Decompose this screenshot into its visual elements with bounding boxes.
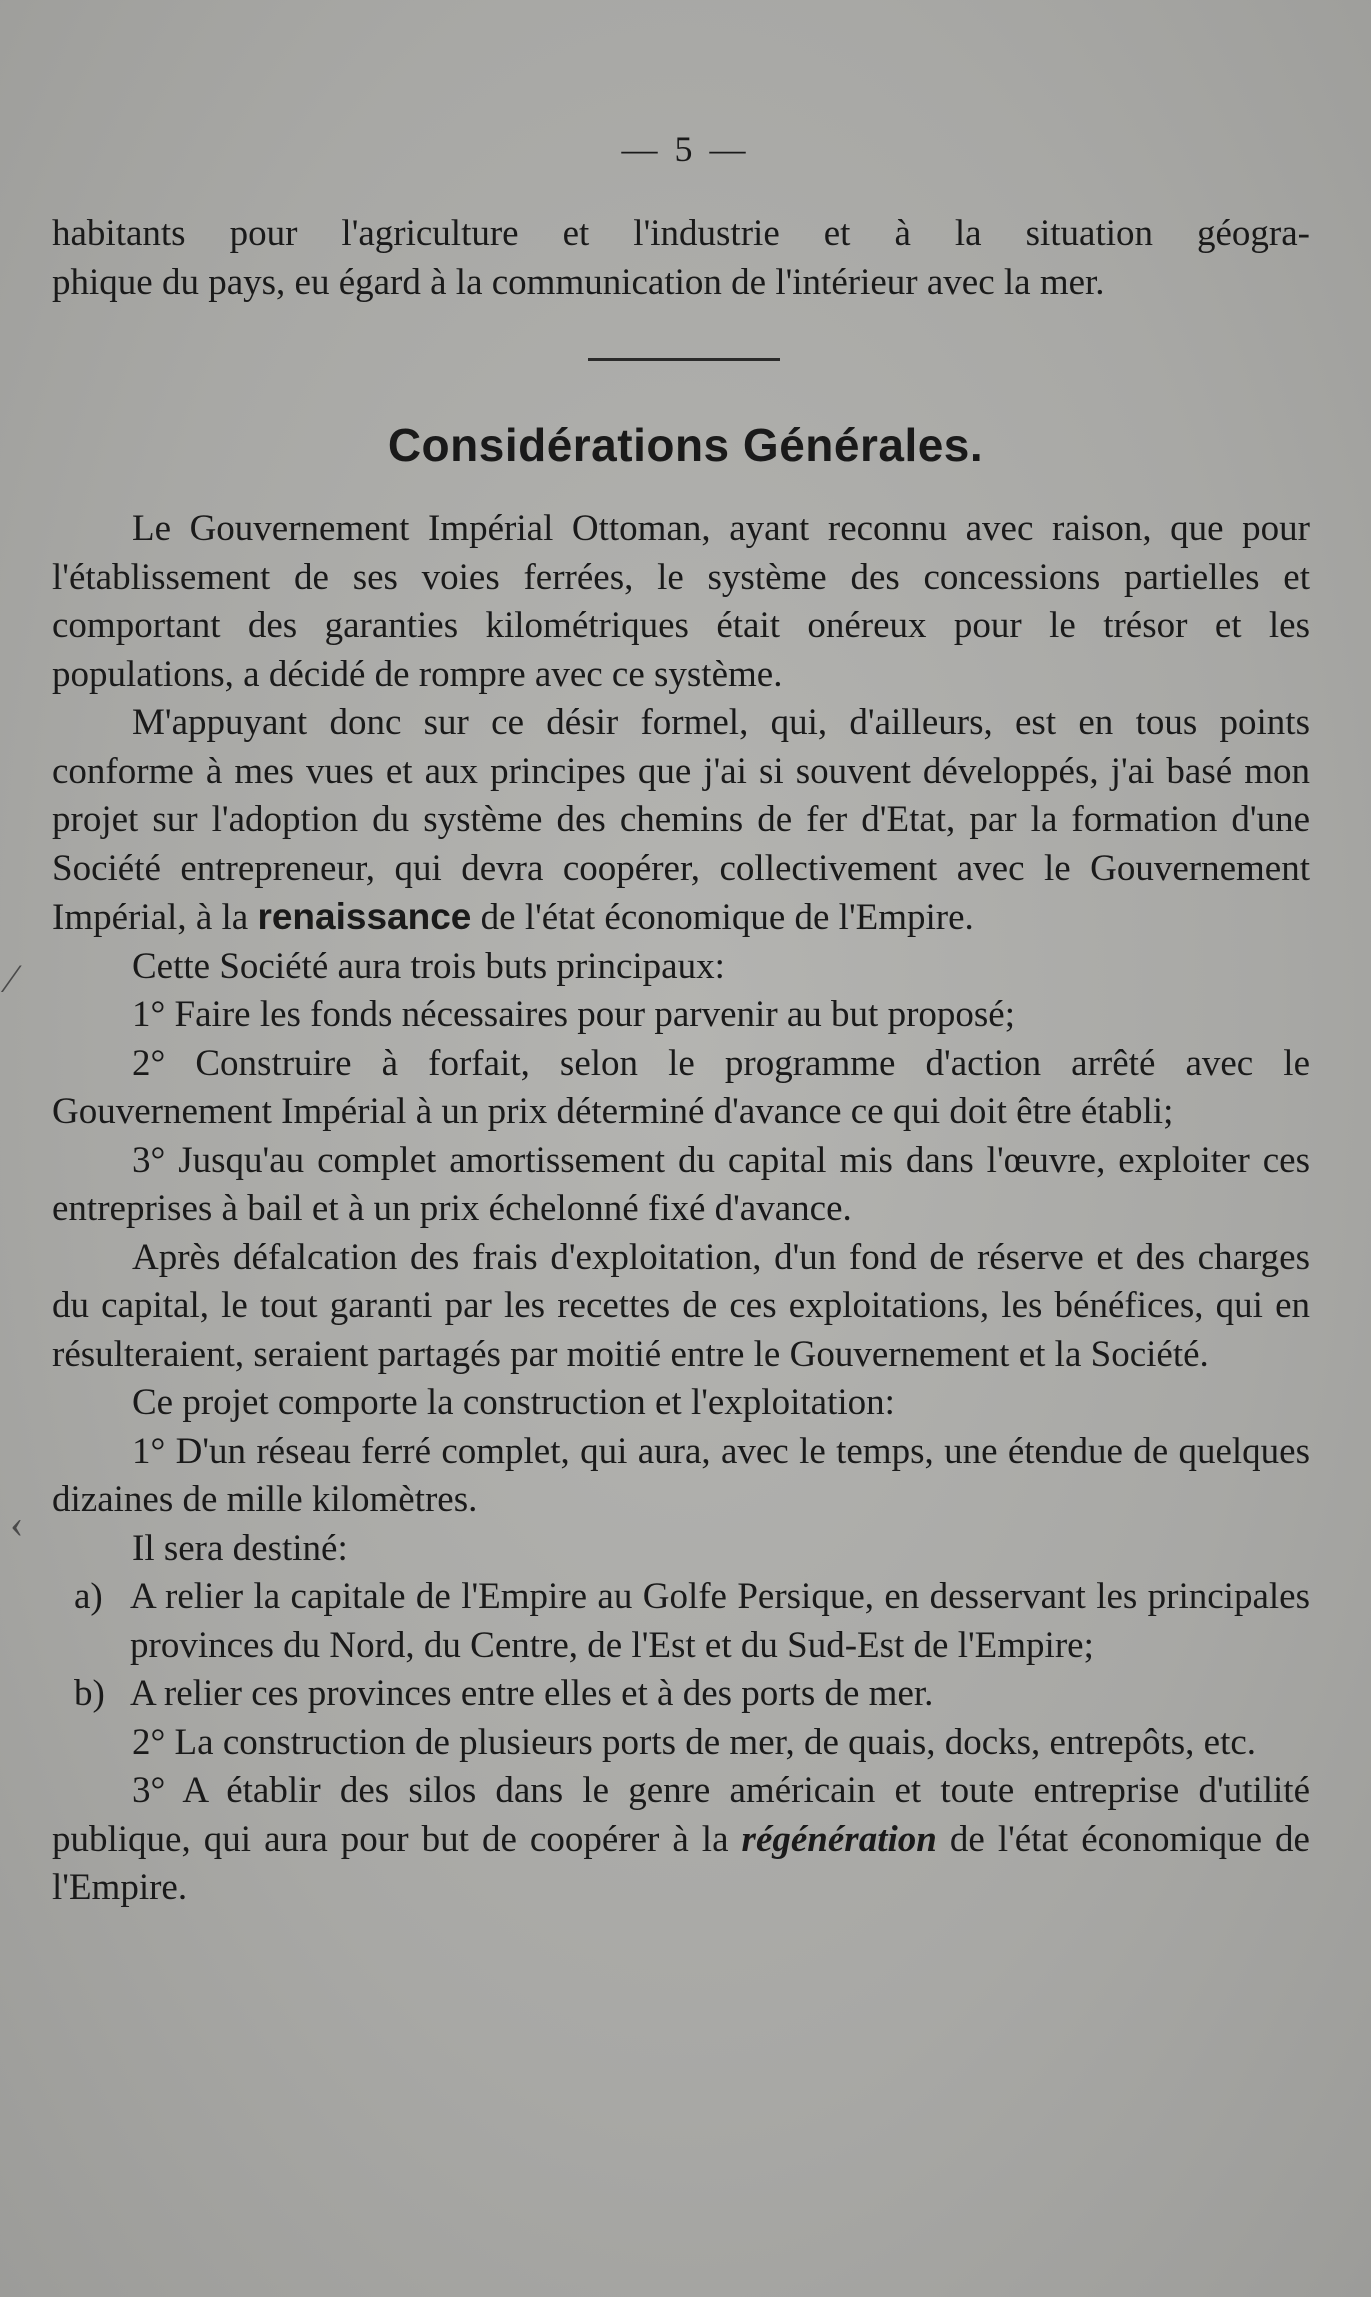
paragraph-2-text: M'appuyant donc sur ce désir formel, qui, d'ailleurs, est en tous points conforme à mes vues et aux principes que j'ai si souvent développés, j'ai basé mon projet sur l'adoption du système des chemins de fer d'Etat, par la formation d'une Société entrepreneur, qui devra coopérer, collectivement avec le Gouvernement Impérial, à la (52, 702, 1310, 938)
paragraph-12-text: 3° A établir des silos dans le genre américain et toute entreprise d'utilité publique, qui aura pour but de coopérer à la (52, 1770, 1310, 1860)
paragraph-5: 2° Construire à forfait, selon le programme d'action arrêté avec le Gouvernement Impérial à un prix déterminé d'avance ce qui doit être établi; (52, 1042, 1310, 1132)
intro-line-1: habitants pour l'agriculture et l'industrie et à la situation géogra- (52, 213, 1310, 254)
paragraph-6: 3° Jusqu'au complet amortissement du capital mis dans l'œuvre, exploiter ces entreprises à bail et à un prix échelonné fixé d'avance. (52, 1139, 1310, 1229)
list-item-b (52, 1670, 1310, 1719)
intro-paragraph (52, 210, 1310, 307)
paragraph-8: Ce projet comporte la construction et l'exploitation: (132, 1382, 895, 1423)
paragraph-9: 1° D'un réseau ferré complet, qui aura, avec le temps, une étendue de quelques dizaines de mille kilomètres. (52, 1430, 1310, 1520)
section-heading: Considérations Générales. (387, 419, 984, 471)
paragraph-2 (52, 699, 1310, 943)
list-item-a (52, 1573, 1310, 1670)
paragraph-11: 2° La construction de plusieurs ports de mer, de quais, docks, entrepôts, etc. (132, 1721, 1257, 1763)
list-item-b-label: b) (74, 1673, 105, 1714)
paragraph-4: 1° Faire les fonds nécessaires pour parvenir au but proposé; (132, 994, 1016, 1035)
page-number: — 5 — (621, 129, 750, 169)
paragraph-12-end: de l'état économique de l'Empire. (52, 1818, 1310, 1908)
paragraph-10: Il sera destiné: (132, 1527, 348, 1569)
emphasis-regeneration: régénération (741, 1818, 937, 1860)
list-item-a-label: a) (74, 1576, 103, 1617)
list-item-a-text: A relier la capitale de l'Empire au Golfe Persique, en desservant les principales provinces du Nord, du Centre, de l'Est et du Sud-Est de l'Empire; (130, 1576, 1310, 1666)
paragraph-1: Le Gouvernement Impérial Ottoman, ayant reconnu avec raison, que pour l'établissement de ses voies ferrées, le système des concessions partielles et comportant des garanties kilométriques était onéreux pour le trésor et les populations, a décidé de rompre avec ce système. (52, 508, 1310, 695)
paragraph-12 (52, 1767, 1310, 1913)
body-text (52, 505, 1310, 1913)
intro-line-2: phique du pays, eu égard à la communication de l'intérieur avec la mer. (52, 261, 1105, 303)
margin-pencil-mark: ⁄ (8, 956, 15, 1001)
emphasis-renaissance: renaissance (257, 896, 472, 937)
margin-pencil-mark: ‹ (10, 1501, 24, 1546)
paragraph-3: Cette Société aura trois buts principaux: (132, 945, 725, 987)
paragraph-7: Après défalcation des frais d'exploitation, d'un fond de réserve et des charges du capital, le tout garanti par les recettes de ces exploitations, les bénéfices, qui en résulteraient, seraient partagés par moitié entre le Gouvernement et la Société. (52, 1236, 1310, 1375)
list-item-b-text: A relier ces provinces entre elles et à des ports de mer. (130, 1673, 934, 1714)
section-divider (588, 358, 780, 361)
paragraph-2-end: de l'état économique de l'Empire. (471, 897, 974, 938)
